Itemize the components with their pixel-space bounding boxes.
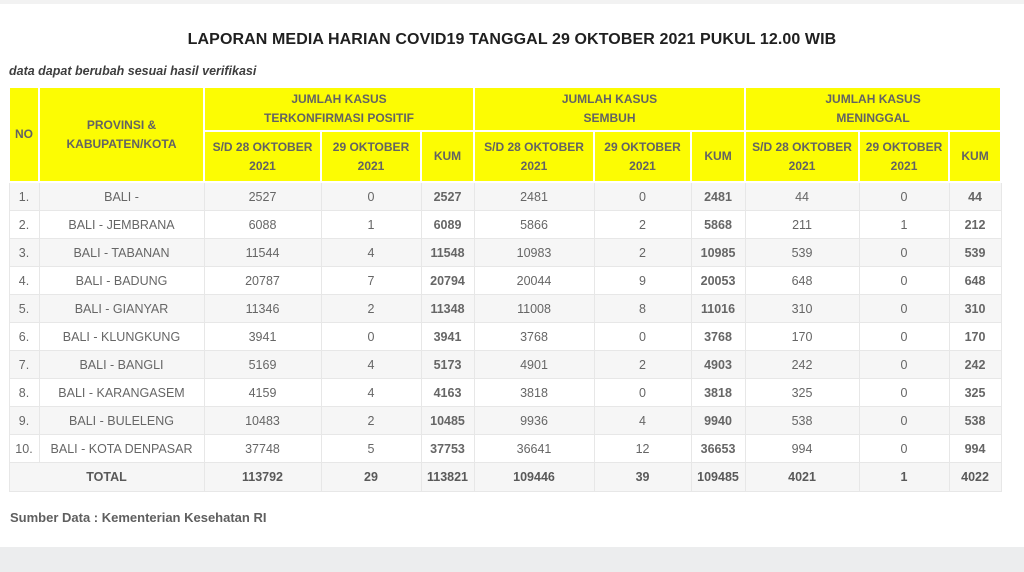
meninggal-day: 0 bbox=[859, 182, 949, 211]
sembuh-kum: 5868 bbox=[691, 211, 745, 239]
positif-kum: 10485 bbox=[421, 407, 474, 435]
positif-day: 2 bbox=[321, 407, 421, 435]
region-name: BALI - KARANGASEM bbox=[39, 379, 204, 407]
group-header-row bbox=[9, 87, 1001, 131]
total-meninggal-sd: 4021 bbox=[745, 463, 859, 492]
positif-kum: 20794 bbox=[421, 267, 474, 295]
sembuh-day: 0 bbox=[594, 323, 691, 351]
table-row bbox=[9, 435, 1001, 463]
sembuh-day: 2 bbox=[594, 239, 691, 267]
total-sembuh-sd: 109446 bbox=[474, 463, 594, 492]
source-note: Sumber Data : Kementerian Kesehatan RI bbox=[10, 510, 267, 525]
region-name: BALI - bbox=[39, 182, 204, 211]
row-number: 2. bbox=[9, 211, 39, 239]
sembuh-day: 9 bbox=[594, 267, 691, 295]
meninggal-sd: 994 bbox=[745, 435, 859, 463]
positif-sd: 6088 bbox=[204, 211, 321, 239]
positif-kum: 3941 bbox=[421, 323, 474, 351]
table-body bbox=[9, 182, 1001, 492]
positif-day: 0 bbox=[321, 182, 421, 211]
region-name: BALI - BADUNG bbox=[39, 267, 204, 295]
total-sembuh-kum: 109485 bbox=[691, 463, 745, 492]
table-header bbox=[9, 87, 1001, 182]
verification-note: data dapat berubah sesuai hasil verifikasi bbox=[9, 64, 257, 78]
positif-sd: 11544 bbox=[204, 239, 321, 267]
total-row bbox=[9, 463, 1001, 492]
sembuh-day: 2 bbox=[594, 211, 691, 239]
region-name: BALI - TABANAN bbox=[39, 239, 204, 267]
sembuh-day: 12 bbox=[594, 435, 691, 463]
subheader-sembuh-sd: S/D 28 OKTOBER 2021 bbox=[474, 131, 594, 182]
positif-day: 2 bbox=[321, 295, 421, 323]
meninggal-kum: 242 bbox=[949, 351, 1001, 379]
row-number: 8. bbox=[9, 379, 39, 407]
table-row bbox=[9, 211, 1001, 239]
table-row bbox=[9, 267, 1001, 295]
table-row bbox=[9, 323, 1001, 351]
meninggal-sd: 44 bbox=[745, 182, 859, 211]
sembuh-kum: 11016 bbox=[691, 295, 745, 323]
table-row bbox=[9, 182, 1001, 211]
subheader-sembuh-day: 29 OKTOBER 2021 bbox=[594, 131, 691, 182]
sembuh-sd: 5866 bbox=[474, 211, 594, 239]
table-row bbox=[9, 407, 1001, 435]
row-number: 7. bbox=[9, 351, 39, 379]
subheader-meninggal-day: 29 OKTOBER 2021 bbox=[859, 131, 949, 182]
group-header-positif-line1: JUMLAH KASUS bbox=[291, 92, 387, 107]
positif-kum: 11548 bbox=[421, 239, 474, 267]
row-number: 3. bbox=[9, 239, 39, 267]
positif-kum: 2527 bbox=[421, 182, 474, 211]
total-positif-kum: 113821 bbox=[421, 463, 474, 492]
meninggal-sd: 310 bbox=[745, 295, 859, 323]
positif-sd: 11346 bbox=[204, 295, 321, 323]
group-header-meninggal bbox=[745, 87, 1001, 131]
group-header-sembuh-line2: SEMBUH bbox=[583, 111, 636, 125]
sembuh-day: 8 bbox=[594, 295, 691, 323]
total-meninggal-day: 1 bbox=[859, 463, 949, 492]
meninggal-kum: 170 bbox=[949, 323, 1001, 351]
meninggal-day: 0 bbox=[859, 267, 949, 295]
meninggal-sd: 325 bbox=[745, 379, 859, 407]
subheader-meninggal-sd: S/D 28 OKTOBER 2021 bbox=[745, 131, 859, 182]
positif-sd: 4159 bbox=[204, 379, 321, 407]
positif-kum: 6089 bbox=[421, 211, 474, 239]
subheader-meninggal-kum: KUM bbox=[949, 131, 1001, 182]
positif-kum: 5173 bbox=[421, 351, 474, 379]
sembuh-kum: 2481 bbox=[691, 182, 745, 211]
col-header-region: PROVINSI & KABUPATEN/KOTA bbox=[39, 87, 204, 182]
positif-sd: 37748 bbox=[204, 435, 321, 463]
positif-sd: 2527 bbox=[204, 182, 321, 211]
sembuh-kum: 36653 bbox=[691, 435, 745, 463]
meninggal-kum: 310 bbox=[949, 295, 1001, 323]
row-number: 1. bbox=[9, 182, 39, 211]
meninggal-kum: 994 bbox=[949, 435, 1001, 463]
positif-day: 4 bbox=[321, 379, 421, 407]
subheader-sembuh-kum: KUM bbox=[691, 131, 745, 182]
page-title: LAPORAN MEDIA HARIAN COVID19 TANGGAL 29 OKTOBER 2021 PUKUL 12.00 WIB bbox=[187, 31, 837, 48]
sembuh-sd: 4901 bbox=[474, 351, 594, 379]
row-number: 9. bbox=[9, 407, 39, 435]
sembuh-kum: 4903 bbox=[691, 351, 745, 379]
meninggal-kum: 648 bbox=[949, 267, 1001, 295]
positif-day: 5 bbox=[321, 435, 421, 463]
sembuh-sd: 9936 bbox=[474, 407, 594, 435]
sembuh-kum: 9940 bbox=[691, 407, 745, 435]
covid-report-table bbox=[8, 86, 1002, 492]
region-name: BALI - BULELENG bbox=[39, 407, 204, 435]
meninggal-day: 0 bbox=[859, 379, 949, 407]
row-number: 6. bbox=[9, 323, 39, 351]
positif-day: 7 bbox=[321, 267, 421, 295]
region-name: BALI - BANGLI bbox=[39, 351, 204, 379]
row-number: 10. bbox=[9, 435, 39, 463]
sembuh-day: 4 bbox=[594, 407, 691, 435]
meninggal-day: 0 bbox=[859, 407, 949, 435]
positif-kum: 11348 bbox=[421, 295, 474, 323]
meninggal-sd: 242 bbox=[745, 351, 859, 379]
region-name: BALI - KLUNGKUNG bbox=[39, 323, 204, 351]
meninggal-day: 0 bbox=[859, 295, 949, 323]
meninggal-kum: 44 bbox=[949, 182, 1001, 211]
meninggal-sd: 211 bbox=[745, 211, 859, 239]
col-header-no: NO bbox=[9, 87, 39, 182]
subheader-positif-sd: S/D 28 OKTOBER 2021 bbox=[204, 131, 321, 182]
total-meninggal-kum: 4022 bbox=[949, 463, 1001, 492]
sembuh-sd: 10983 bbox=[474, 239, 594, 267]
subheader-positif-day: 29 OKTOBER 2021 bbox=[321, 131, 421, 182]
sembuh-kum: 10985 bbox=[691, 239, 745, 267]
table-row bbox=[9, 379, 1001, 407]
row-number: 4. bbox=[9, 267, 39, 295]
positif-day: 0 bbox=[321, 323, 421, 351]
meninggal-day: 0 bbox=[859, 239, 949, 267]
meninggal-kum: 538 bbox=[949, 407, 1001, 435]
sembuh-kum: 3818 bbox=[691, 379, 745, 407]
positif-day: 4 bbox=[321, 239, 421, 267]
group-header-sembuh bbox=[474, 87, 745, 131]
bottom-bar bbox=[0, 547, 1024, 572]
region-name: BALI - JEMBRANA bbox=[39, 211, 204, 239]
sembuh-sd: 2481 bbox=[474, 182, 594, 211]
meninggal-sd: 538 bbox=[745, 407, 859, 435]
group-header-sembuh-line1: JUMLAH KASUS bbox=[561, 92, 658, 107]
sembuh-sd: 36641 bbox=[474, 435, 594, 463]
meninggal-sd: 648 bbox=[745, 267, 859, 295]
positif-sd: 10483 bbox=[204, 407, 321, 435]
meninggal-day: 0 bbox=[859, 435, 949, 463]
positif-kum: 37753 bbox=[421, 435, 474, 463]
positif-sd: 3941 bbox=[204, 323, 321, 351]
subheader-positif-kum: KUM bbox=[421, 131, 474, 182]
sembuh-kum: 3768 bbox=[691, 323, 745, 351]
meninggal-kum: 325 bbox=[949, 379, 1001, 407]
total-positif-day: 29 bbox=[321, 463, 421, 492]
meninggal-kum: 212 bbox=[949, 211, 1001, 239]
total-positif-sd: 113792 bbox=[204, 463, 321, 492]
row-number: 5. bbox=[9, 295, 39, 323]
region-name: BALI - GIANYAR bbox=[39, 295, 204, 323]
meninggal-sd: 170 bbox=[745, 323, 859, 351]
group-header-meninggal-line1: JUMLAH KASUS bbox=[825, 92, 921, 107]
sembuh-day: 2 bbox=[594, 351, 691, 379]
table-row bbox=[9, 239, 1001, 267]
positif-sd: 5169 bbox=[204, 351, 321, 379]
meninggal-day: 0 bbox=[859, 323, 949, 351]
region-name: BALI - KOTA DENPASAR bbox=[39, 435, 204, 463]
table-row bbox=[9, 295, 1001, 323]
total-sembuh-day: 39 bbox=[594, 463, 691, 492]
sembuh-day: 0 bbox=[594, 182, 691, 211]
sembuh-sd: 3768 bbox=[474, 323, 594, 351]
positif-kum: 4163 bbox=[421, 379, 474, 407]
sembuh-sd: 11008 bbox=[474, 295, 594, 323]
sembuh-sd: 3818 bbox=[474, 379, 594, 407]
positif-sd: 20787 bbox=[204, 267, 321, 295]
meninggal-sd: 539 bbox=[745, 239, 859, 267]
positif-day: 4 bbox=[321, 351, 421, 379]
meninggal-day: 0 bbox=[859, 351, 949, 379]
group-header-meninggal-line2: MENINGGAL bbox=[836, 111, 910, 125]
sembuh-day: 0 bbox=[594, 379, 691, 407]
positif-day: 1 bbox=[321, 211, 421, 239]
group-header-positif-line2: TERKONFIRMASI POSITIF bbox=[264, 111, 414, 125]
meninggal-day: 1 bbox=[859, 211, 949, 239]
table-row bbox=[9, 351, 1001, 379]
group-header-positif bbox=[204, 87, 474, 131]
sembuh-sd: 20044 bbox=[474, 267, 594, 295]
total-label: TOTAL bbox=[9, 463, 204, 492]
top-strip bbox=[0, 0, 1024, 4]
sembuh-kum: 20053 bbox=[691, 267, 745, 295]
meninggal-kum: 539 bbox=[949, 239, 1001, 267]
